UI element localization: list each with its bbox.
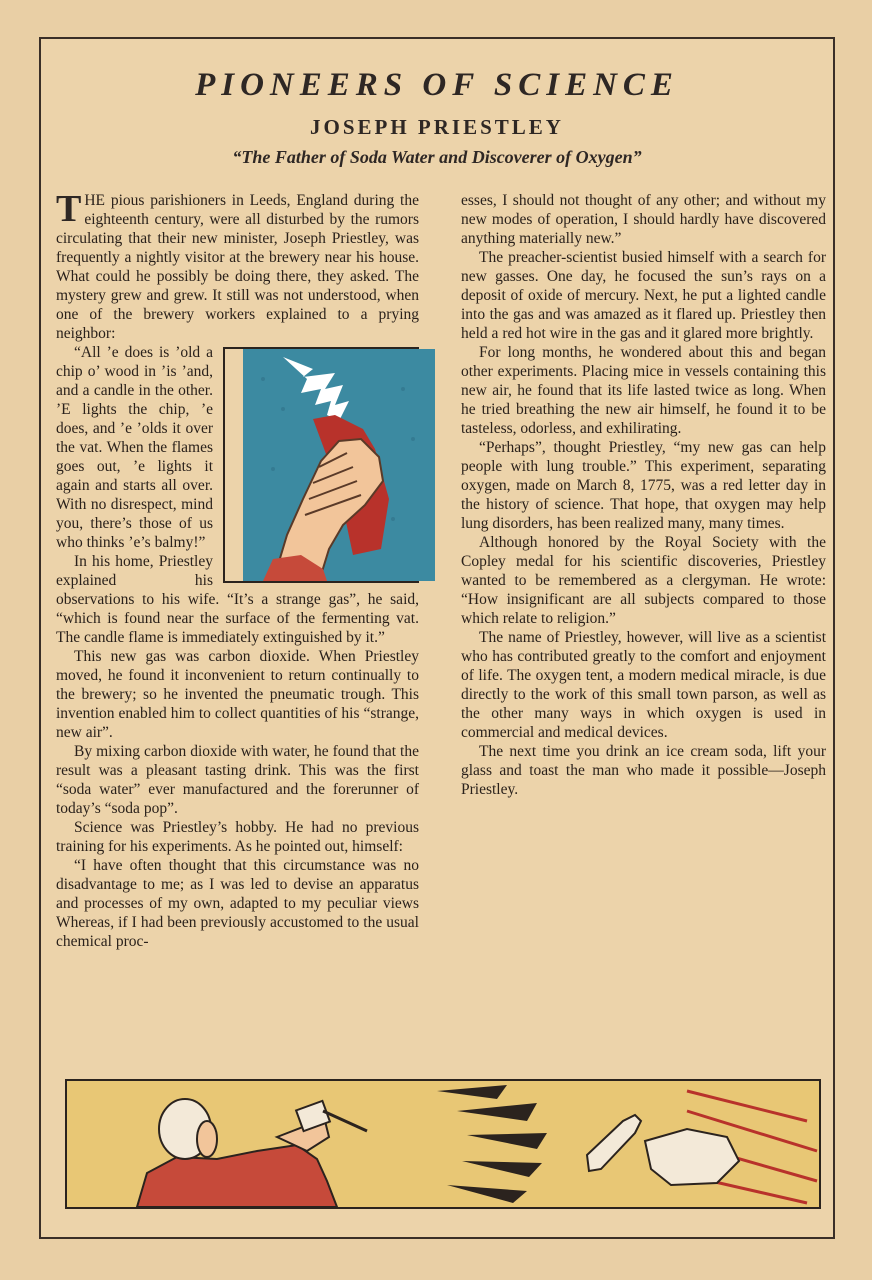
paragraph-6: Science was Priestley’s hobby. He had no previous training for his experiments. As he pointed out, himself: [56, 819, 419, 855]
hand-holding-burning-chip-illustration [223, 347, 419, 583]
paragraph-12: Although honored by the Royal Society with the Copley medal for his scientific discoveries, Priestley wanted to be remembered as a clergyman. He wrote: “How insignificant are all subjects compared to those which relate to religion.” [461, 534, 826, 627]
left-column [56, 188, 419, 951]
paragraph-8: esses, I should not thought of any other; and without my new modes of operation, I should hardly have discovered anything materially new.” [461, 192, 826, 247]
drop-cap: T [56, 188, 82, 230]
paragraph-5: By mixing carbon dioxide with water, he found that the result was a pleasant tasting drink. This was the first “soda water” ever manufactured and the forerunner of today’s “soda pop”. [56, 743, 419, 817]
comic-page [39, 37, 835, 1239]
paragraph-3: In his home, Priestley explained his observations to his wife. “It’s a strange gas”, he said, “which is found near the surface of the fermenting vat. The candle flame is immediately extinguished by it.” [56, 553, 419, 646]
right-column [461, 191, 826, 799]
paragraph-2 [56, 343, 419, 552]
banner-illustration-svg [67, 1081, 819, 1207]
subject-name: JOSEPH PRIESTLEY [310, 115, 564, 139]
paragraph-14: The next time you drink an ice cream soda, lift your glass and toast the man who made it possible—Joseph Priestley. [461, 743, 826, 798]
paragraph-13: The name of Priestley, however, will live as a scientist who has contributed greatly to the comfort and enjoyment of life. The oxygen tent, a modern medical miracle, is due directly to the work of this small town parson, as well as the other many ways in which oxygen is used in commercial and medical devices. [461, 629, 826, 741]
paragraph-11: “Perhaps”, thought Priestley, “my new gas can help people with lung trouble.” This experiment, separating oxygen, made on March 8, 1775, was a red letter day in the history of science. That hope, that oxygen may help lung disorders, has been realized many, many times. [461, 439, 826, 532]
series-title: PIONEERS OF SCIENCE [195, 67, 679, 103]
paragraph-9: The preacher-scientist busied himself with a search for new gasses. One day, he focused the sun’s rays on a deposit of oxide of mercury. Next, he put a lighted candle into the gas and was amazed as it flared up. Priestley then held a red hot wire in the gas and it glared more brightly. [461, 249, 826, 342]
paragraph-7: “I have often thought that this circumstance was no disadvantage to me; as I was led to devise an apparatus and processes of my own, adapted to my peculiar views Whereas, if I had been previously accustomed to the usual chemical proc- [56, 857, 419, 950]
paragraph-10: For long months, he wondered about this and began other experiments. Placing mice in vessels containing this new air, he found that its life lasted twice as long. When he tried breathing the new air himself, he found it to be tasteless, odorless, and exhilirating. [461, 344, 826, 437]
priestley-with-bottles-illustration [65, 1079, 821, 1209]
paragraph-1 [56, 188, 419, 343]
paragraph-4: This new gas was carbon dioxide. When Priestley moved, he found it inconvenient to return continually to the brewery; so he invented the pneumatic trough. This invention enabled him to collect quantities of his “strange, new air”. [56, 648, 419, 741]
tagline: “The Father of Soda Water and Discoverer of Oxygen” [232, 147, 642, 167]
paragraph-text: “All ’e does is ’old a chip o’ wood in ’is ’and, and a candle in the other. ’E lights the chip, ’e does, and ’e ’olds it over the vat. When the flames goes out, ’e lights it again and starts all over. With no disrespect, mind you, there’s those of us who thinks ’e’s balmy!” [56, 344, 213, 551]
inset-illustration-svg [243, 349, 435, 581]
paragraph-text: HE pious parishioners in Leeds, England during the eighteenth century, were all disturbed by the rumors circulating that their new minister, Joseph Priestley, was frequently a nightly visitor at the brewery near his house. What could he possibly be doing there, they asked. The mystery grew and grew. It still was not understood, when one of the brewery workers explained to a prying neighbor: [56, 192, 419, 342]
